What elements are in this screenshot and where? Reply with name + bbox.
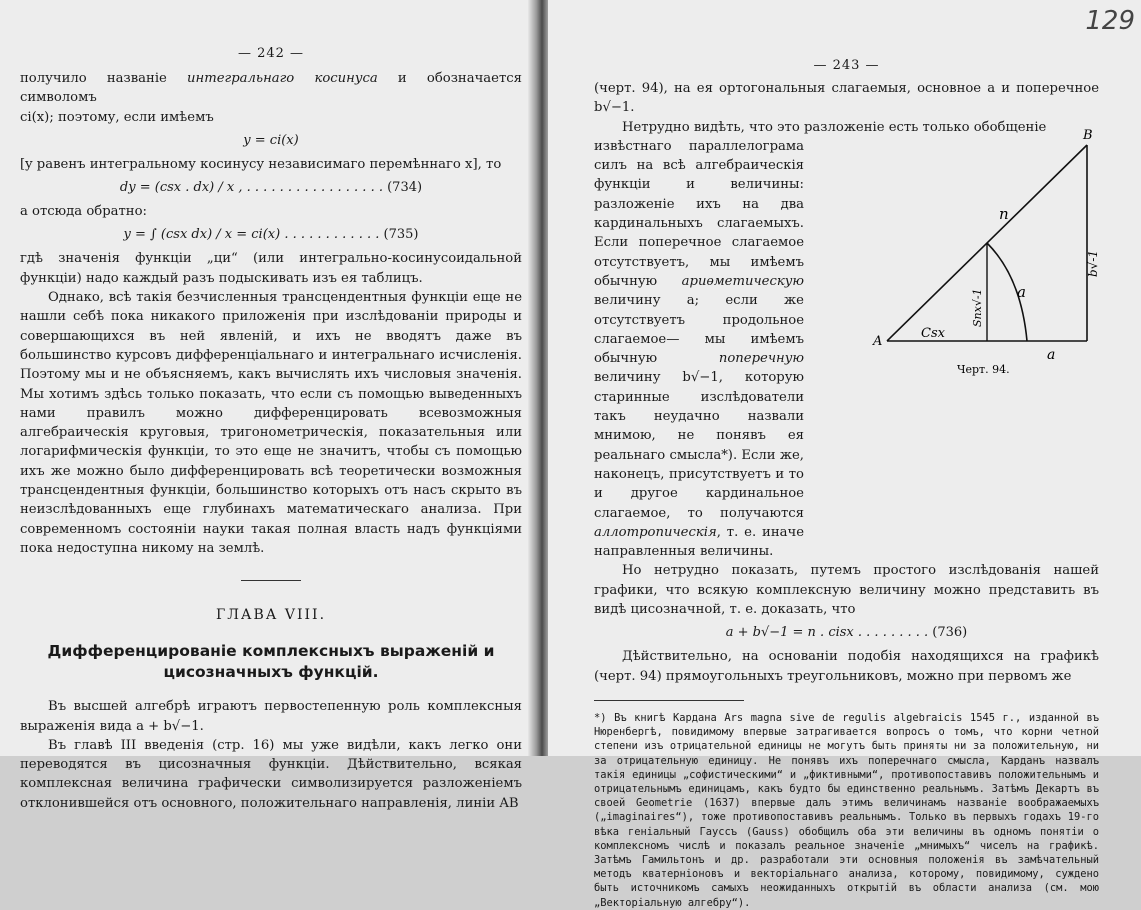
paragraph-indeed: Дѣйствительно, на основаніи подобія находящихся на графикѣ (черт. 94) прямоугольныхъ треугольниковъ, можно при первомъ же [594,649,1099,684]
italic-term: аллотропическія [594,524,717,540]
italic-term: интегральнаго косинуса [187,71,378,86]
footnote-text: *) Въ книгѣ Кардана Ars magna sive de regulis algebraicis 1545 г., изданной въ Нюренбергѣ, повидимому впервые затрагивается вопросъ о томъ, что корни четной степени изъ отрицательной единицы не могутъ быть приняты ни за положительную, ни за отрицательную единицу. Не понявъ ихъ поперечнаго смысла, Карданъ назвалъ такія единицы „софистическими“ и „фиктивными“, противопоставивъ положительнымъ и отрицательнымъ единицамъ, какъ будто бы единственно реальнымъ. Затѣмъ Декартъ въ своей Geometrie (1637) впервые далъ этимъ величинамъ названіе воображаемыхъ („imaginaires“), тоже противопоставивъ реальнымъ. Только въ первыхъ годахъ 19-го вѣка геніальный Гауссъ (Gauss) обобщилъ оба эти величины въ одномъ понятіи о комплексномъ числѣ и показалъ реальное значеніе „мнимыхъ“ чиселъ на графикѣ. Затѣмъ Гамильтонъ и др. разработали эти основныя положенія въ замѣчательный методъ кватерніоновъ и векторіальнаго анализа, которому, повидимому, суждено быть источникомъ самыхъ неожиданныхъ открытій въ области анализа (см. мою „Векторіальную алгебру“). [594,711,1099,909]
paragraph-where: гдѣ значенія функціи „ци“ (или интегрально-косинусоидальной функціи) надо каждый разъ подыскивать изъ ея таблицъ. [20,251,522,286]
paragraph-bracket: [y равенъ интегральному косинусу независимаго перемѣннаго x], то [20,156,502,172]
left-page [0,0,540,811]
section-divider [241,580,301,581]
formula-736 [594,622,1099,644]
corner-handwritten-number: 129 [1085,6,1135,36]
equation-number: (735) [383,227,419,243]
chapter-heading: ГЛАВА VIII. [215,607,327,624]
formula-734 [20,177,522,199]
equation-number: (736) [932,625,968,641]
label-csx: Csx [921,325,945,341]
label-arc-a: a [1017,282,1026,301]
text-span: извѣстнаго параллелограма силъ на всѣ алгебраическія функціи и величины: разложеніе ихъ на два кардинальныхъ слагаемыхъ. Если поперечное слагаемое отсутствуетъ, мы имѣемъ обычную [594,138,804,289]
italic-term: поперечную [718,351,804,367]
label-b-point: B [1083,127,1093,143]
label-a-point: A [873,333,883,349]
formula-735 [20,224,522,246]
right-page [548,0,1141,909]
paragraph-show: Но нетрудно показать, путемъ простого изслѣдованія нашей графики, что всякую комплексную величину можно представить въ видѣ цисозначной, т. е. доказать, что [594,563,1099,618]
formula-text: y = ∫ (csx dx) / x = ci(x) . . . . . . . . . . . . [123,227,380,243]
label-bv: b√-1 [1086,249,1100,277]
figure-caption: Черт. 94. [957,362,1010,376]
chapter-title: Дифференцированіе комплексныхъ выраженій и цисозначныхъ функцій. [47,642,495,682]
paragraph-however: Однако, всѣ такія безчисленныя трансцендентныя функціи еще не нашли себѣ пока никакого приложенія при изслѣдованіи природы и совершающихся въ ней явленій, и ихъ не вводятъ даже въ большинство курсовъ дифференціальнаго и интегральнаго исчисленія. Поэтому мы и не объясняемъ, какъ вычислять ихъ числовыя значенія. Мы хотимъ здѣсь только показать, что если съ помощью выведенныхъ нами правилъ можно дифференцировать всевозможныя алгебраическія круговыя, тригонометрическія, показательныя или логарифмическія функціи, то это еще не значитъ, чтобы съ помощью ихъ же можно было дифференцировать всѣ теоретически возможныя трансцендентныя функціи, большинство которыхъ отъ насъ скрыто въ неизслѣдованныхъ еще глубинахъ математическаго анализа. При современномъ состояніи науки такая полная власть надъ функціями пока недоступна никому на землѣ. [20,290,522,556]
equation-number: (734) [387,180,423,196]
label-base-a: a [1047,346,1056,363]
formula-text: a + b√−1 = n . cisx . . . . . . . . . [725,625,929,641]
text-span: получило названіе [20,71,188,86]
paragraph-conversely: а отсюда обратно: [20,204,147,220]
paragraph-parallelogram [594,137,804,562]
paragraph-orthogonal: (черт. 94), на ея ортогональныя слагаемыя, основное a и поперечное b√−1. [594,81,1099,116]
text-span: , т. е. иначе направленныя величины. [594,524,804,560]
footnote-rule [594,700,744,701]
label-n: n [999,204,1009,223]
paragraph-higher-algebra: Въ высшей алгебрѣ играютъ первостепенную роль комплексныя выраженія вида a + b√−1. [20,699,522,734]
paragraph-chapter-three: Въ главѣ III введенія (стр. 16) мы уже видѣли, какъ легко они переводятся въ цисозначныя функціи. Дѣйствительно, всякая комплексная величина графически символизируется разложеніемъ отклонившейся отъ основного, положительнаго направленія, линіи AB [20,737,522,811]
formula-ci: y = ci(x) [243,132,299,148]
label-snx: Snx√-1 [971,288,984,327]
text-span: величину a; если же отсутствуетъ продольное слагаемое— мы имѣемъ обычную [594,293,804,367]
footnote [594,711,1099,910]
figure-94-diagram [859,127,1100,377]
paragraph-generalization-lead: Нетрудно видѣть, что это разложеніе есть только обобщеніе [622,119,1047,135]
text-span: и обозначается символомъ [20,71,522,106]
page-number-243: — 243 — [813,58,880,73]
paragraph-continuation [20,69,522,127]
text-span: ci(x); поэтому, если имѣемъ [20,109,214,125]
italic-term: ариѳметическую [681,273,804,289]
formula-text: dy = (csx . dx) / x , . . . . . . . . . . . . . . . . . [119,180,383,196]
page-number-242: — 242 — [237,46,305,61]
text-span: величину b√−1, которую старинные изслѣдователи такъ неудачно назвали мнимою, не понявъ ея реальнаго смысла*). Если же, наконецъ, присутствуетъ и то и другое кардинальное слагаемое, то получаются [594,370,804,521]
